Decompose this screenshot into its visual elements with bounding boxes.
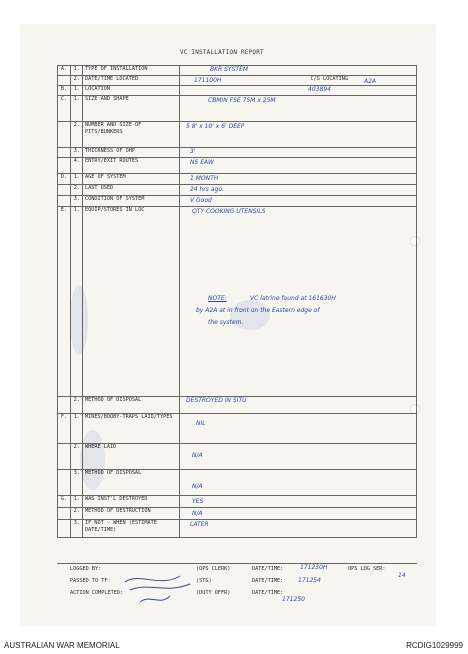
item-number: 2. — [71, 444, 83, 470]
section-letter — [58, 122, 71, 148]
field-label: WHERE LAID — [83, 444, 180, 470]
item-number: 2. — [71, 508, 83, 520]
item-number: 3. — [71, 148, 83, 158]
section-letter: B. — [58, 86, 71, 96]
field-value-cell — [180, 207, 417, 397]
note-prefix: NOTE: — [208, 295, 227, 302]
form-row — [58, 66, 417, 76]
handwritten-value: 24 hrs ago. — [190, 186, 224, 193]
field-label: MINES/BOOBY-TRAPS LAID/TYPES — [83, 414, 180, 444]
field-value-cell — [180, 66, 417, 76]
field-label: CONDITION OF SYSTEM — [83, 196, 180, 207]
date-time-value: 171250 — [282, 596, 305, 603]
section-letter — [58, 196, 71, 207]
item-number: 1. — [71, 174, 83, 185]
item-number: 1. — [71, 496, 83, 508]
field-label: ENTRY/EXIT ROUTES — [83, 158, 180, 174]
field-value-cell — [180, 148, 417, 158]
handwritten-value: N/A — [192, 510, 203, 517]
form-row — [58, 185, 417, 196]
section-letter — [58, 76, 71, 86]
field-value-cell — [180, 185, 417, 196]
date-time-value: 171254 — [298, 577, 321, 584]
item-number: 2. — [71, 76, 83, 86]
form-row — [58, 96, 417, 122]
field-label: EQUIP/STORES IN LOC — [83, 207, 180, 397]
field-value-cell — [180, 174, 417, 185]
date-time-label: DATE/TIME: — [252, 578, 284, 584]
item-number: 1. — [71, 207, 83, 397]
field-label: LAST USED — [83, 185, 180, 196]
field-label: METHOD OF DISPOSAL — [83, 397, 180, 414]
field-value-cell — [180, 470, 417, 496]
field-value-cell — [180, 496, 417, 508]
action-completed-label: ACTION COMPLETED: — [70, 590, 124, 596]
handwritten-value: CBMIN FSE 75M x 25M — [208, 97, 276, 104]
item-number: 3. — [71, 470, 83, 496]
date-time-label: DATE/TIME: — [252, 566, 284, 572]
item-number: 3. — [71, 196, 83, 207]
form-row — [58, 520, 417, 538]
duty-offr-label: (DUTY OFFR) — [196, 590, 231, 596]
section-letter: D. — [58, 174, 71, 185]
form-row — [58, 444, 417, 470]
section-letter — [58, 508, 71, 520]
form-row — [58, 148, 417, 158]
item-number: 1. — [71, 66, 83, 76]
signature-scribble — [120, 568, 200, 608]
date-time-value: 171230H — [300, 564, 328, 571]
field-label: NUMBER AND SIZE OF PITS/BUNKERS — [83, 122, 180, 148]
handwritten-value: NS EAW — [190, 159, 214, 166]
report-title: VC INSTALLATION REPORT — [180, 49, 264, 56]
form-row — [58, 174, 417, 185]
form-row — [58, 496, 417, 508]
field-value-cell — [180, 508, 417, 520]
section-letter — [58, 185, 71, 196]
field-value-cell — [180, 444, 417, 470]
field-label: THICKNESS OF OHP — [83, 148, 180, 158]
field-value-cell — [180, 122, 417, 148]
field-value-cell — [180, 520, 417, 538]
field-label: WAS INST'L DESTROYED — [83, 496, 180, 508]
institution-name: AUSTRALIAN WAR MEMORIAL — [4, 641, 120, 650]
field-label: TYPE OF INSTALLATION — [83, 66, 180, 76]
form-row — [58, 86, 417, 96]
handwritten-value: N/A — [192, 452, 203, 459]
handwritten-value: V Good — [190, 197, 212, 204]
form-row — [58, 397, 417, 414]
field-value-cell — [180, 76, 417, 86]
section-letter — [58, 470, 71, 496]
archive-caption-bar — [0, 640, 468, 654]
handwritten-value: 171100H — [194, 77, 222, 84]
field-value-cell — [180, 86, 417, 96]
field-value-cell — [180, 414, 417, 444]
note-line: by A2A at in front on the Eastern edge of — [196, 307, 320, 314]
handwritten-value: BKR SYSTEM — [210, 66, 249, 73]
section-letter — [58, 148, 71, 158]
field-value-cell — [180, 397, 417, 414]
field-value-cell — [180, 196, 417, 207]
form-row — [58, 414, 417, 444]
handwritten-value: NIL — [196, 420, 206, 427]
note-line: the system. — [208, 319, 244, 326]
form-row — [58, 508, 417, 520]
ops-log-ser-label: OPS LOG SER: — [348, 566, 386, 572]
form-row — [58, 122, 417, 148]
field-value-cell — [180, 96, 417, 122]
ops-clerk-label: (OPS CLERK) — [196, 566, 231, 572]
section-letter — [58, 444, 71, 470]
item-number: 1. — [71, 96, 83, 122]
form-row — [58, 196, 417, 207]
handwritten-value: LATER — [190, 521, 209, 528]
cs-locating-value: A2A — [363, 78, 376, 85]
note-line: VC latrine found at 161630H — [250, 295, 336, 302]
date-time-label: DATE/TIME: — [252, 590, 284, 596]
handwritten-value: 1 MONTH — [190, 175, 219, 182]
archive-reference: RCDIG1029999 — [406, 641, 463, 650]
section-letter: E. — [58, 207, 71, 397]
passed-to-label: PASSED TO TF: — [70, 578, 111, 584]
item-number: 4. — [71, 158, 83, 174]
section-letter — [58, 520, 71, 538]
handwritten-value: N/A — [192, 483, 203, 490]
ops-log-ser-value: 14 — [398, 572, 406, 579]
form-row — [58, 76, 417, 86]
logged-by-label: LOGGED BY: — [70, 566, 102, 572]
section-letter: C. — [58, 96, 71, 122]
item-number: 2. — [71, 122, 83, 148]
field-label: SIZE AND SHAPE — [83, 96, 180, 122]
field-label: METHOD OF DISPOSAL — [83, 470, 180, 496]
item-number: 3. — [71, 520, 83, 538]
section-letter: A. — [58, 66, 71, 76]
handwritten-value: QTY COOKING UTENSILS — [192, 208, 266, 215]
field-label: METHOD OF DESTRUCTION — [83, 508, 180, 520]
report-form-table — [57, 65, 417, 538]
handwritten-value: 5 8' x 10' x 6' DEEP — [186, 123, 245, 130]
form-row — [58, 470, 417, 496]
item-number: 2. — [71, 185, 83, 196]
item-number: 2. — [71, 397, 83, 414]
footer-divider — [57, 563, 417, 564]
handwritten-value: 3' — [190, 148, 196, 155]
field-label: IF NOT - WHEN (ESTIMATE DATE/TIME) — [83, 520, 180, 538]
section-letter — [58, 397, 71, 414]
section-letter — [58, 158, 71, 174]
section-letter: G. — [58, 496, 71, 508]
form-row — [58, 158, 417, 174]
field-label: AGE OF SYSTEM — [83, 174, 180, 185]
section-letter: F. — [58, 414, 71, 444]
field-value-cell — [180, 158, 417, 174]
handwritten-value: DESTROYED IN SITU — [186, 397, 247, 404]
form-row — [58, 207, 417, 397]
cs-locating-label: C/S LOCATING — [310, 76, 348, 82]
item-number: 1. — [71, 414, 83, 444]
item-number: 1. — [71, 86, 83, 96]
field-label: DATE/TIME LOCATED — [83, 76, 180, 86]
field-label: LOCATION — [83, 86, 180, 96]
stg-label: (STG) — [196, 578, 212, 584]
handwritten-value: YES — [192, 498, 204, 505]
handwritten-value: 403894 — [308, 86, 331, 93]
